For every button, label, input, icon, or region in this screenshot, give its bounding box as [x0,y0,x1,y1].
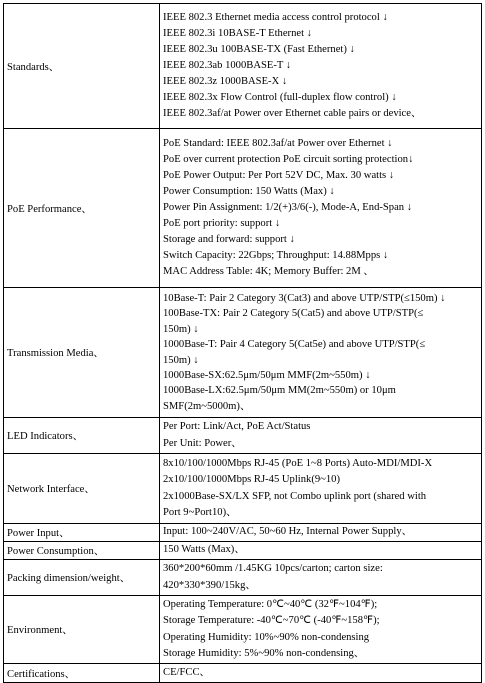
spec-value-line: Storage Temperature: -40℃~70℃ (-40℉~158℉); [163,615,380,627]
spec-value-line: PoE Standard: IEEE 802.3af/at Power over Ethernet ↓ [163,137,393,149]
spec-value-line: 100Base-TX: Pair 2 Category 5(Cat5) and above UTP/STP(≤ [163,308,424,320]
spec-value-line: 10Base-T: Pair 2 Category 3(Cat3) and above UTP/STP(≤150m) ↓ [163,292,446,304]
spec-value-line: Storage Humidity: 5%~90% non-condensing、 [163,647,365,659]
spec-value-line: PoE port priority: support ↓ [163,218,281,230]
spec-value-line: 2x1000Base-SX/LX SFP, not Combo uplink port (shared with [163,490,427,502]
spec-value-line: Power Consumption: 150 Watts (Max) ↓ [163,185,335,197]
spec-row-value [160,524,482,542]
spec-value-line: IEEE 802.3ab 1000BASE-T ↓ [163,59,292,71]
spec-value-line: Operating Humidity: 10%~90% non-condensing [163,631,370,643]
spec-value-line: IEEE 802.3af/at Power over Ethernet cable pairs or device、 [163,108,422,120]
spec-row [4,418,482,454]
spec-row [4,4,482,129]
spec-value-line: Switch Capacity: 22Gbps; Throughput: 14.88Mpps ↓ [163,250,389,262]
spec-row-label: Power Input、 [4,524,160,542]
spec-value-line: 150m) ↓ [163,354,199,366]
spec-value-line: 150m) ↓ [163,323,199,335]
spec-row-value [160,129,482,288]
spec-value-line: 8x10/100/1000Mbps RJ-45 (PoE 1~8 Ports) Auto-MDI/MDI-X [163,458,433,470]
spec-value-line: CE/FCC、 [163,666,211,678]
spec-value-line: Storage and forward: support ↓ [163,234,295,246]
spec-value-line: IEEE 802.3z 1000BASE-X ↓ [163,76,288,88]
spec-value-line: 1000Base-SX:62.5μm/50μm MMF(2m~550m) ↓ [163,369,371,381]
spec-row [4,454,482,524]
spec-value-line: Port 9~Port10)、 [163,506,237,518]
spec-value-line: IEEE 802.3 Ethernet media access control protocol ↓ [163,11,388,23]
spec-value-line: Power Pin Assignment: 1/2(+)3/6(-), Mode-A, End-Span ↓ [163,201,413,213]
spec-value-line: 1000Base-T: Pair 4 Category 5(Cat5e) and above UTP/STP(≤ [163,339,426,351]
spec-row-value [160,596,482,664]
spec-row-label: Network Interface、 [4,454,160,524]
spec-value-line: PoE over current protection PoE circuit sorting protection↓ [163,153,414,165]
spec-row-value [160,288,482,418]
spec-row-value [160,454,482,524]
spec-value-line: 360*200*60mm /1.45KG 10pcs/carton; carton size: [163,563,383,575]
spec-row-value [160,4,482,129]
spec-value-line: PoE Power Output: Per Port 52V DC, Max. 30 watts ↓ [163,169,395,181]
spec-row-label: PoE Performance、 [4,129,160,288]
spec-row [4,596,482,664]
spec-row-label: Power Consumption、 [4,542,160,560]
spec-row-label: Environment、 [4,596,160,664]
spec-value-line: MAC Address Table: 4K; Memory Buffer: 2M 、 [163,266,375,278]
spec-value-line: Per Unit: Power、 [163,437,242,449]
spec-value-line: IEEE 802.3x Flow Control (full-duplex flow control) ↓ [163,92,397,104]
spec-row-label: Transmission Media、 [4,288,160,418]
spec-value-line: 150 Watts (Max)、 [163,544,245,556]
spec-row-value [160,418,482,454]
spec-row [4,524,482,542]
spec-value-line: 2x10/100/1000Mbps RJ-45 Uplink(9~10) [163,474,341,486]
spec-table [3,3,482,683]
spec-value-line: Operating Temperature: 0℃~40℃ (32℉~104℉); [163,599,378,611]
spec-value-line: IEEE 802.3i 10BASE-T Ethernet ↓ [163,27,312,39]
spec-value-line: SMF(2m~5000m)、 [163,400,251,412]
spec-row-value [160,542,482,560]
spec-row [4,560,482,596]
spec-value-line: 1000Base-LX:62.5μm/50μm MM(2m~550m) or 10μm [163,385,396,397]
spec-row [4,288,482,418]
spec-row-value [160,560,482,596]
spec-value-line: Input: 100~240V/AC, 50~60 Hz, Internal Power Supply、 [163,526,413,538]
spec-row [4,664,482,683]
spec-row [4,129,482,288]
spec-row-label: Packing dimension/weight、 [4,560,160,596]
spec-table-body [4,4,482,683]
spec-row-label: Standards、 [4,4,160,129]
spec-row-label: LED Indicators、 [4,418,160,454]
spec-row-label: Certifications、 [4,664,160,683]
spec-row [4,542,482,560]
spec-row-value [160,664,482,683]
spec-value-line: Per Port: Link/Act, PoE Act/Status [163,421,311,433]
spec-value-line: 420*330*390/15kg、 [163,579,256,591]
spec-value-line: IEEE 802.3u 100BASE-TX (Fast Ethernet) ↓ [163,43,355,55]
